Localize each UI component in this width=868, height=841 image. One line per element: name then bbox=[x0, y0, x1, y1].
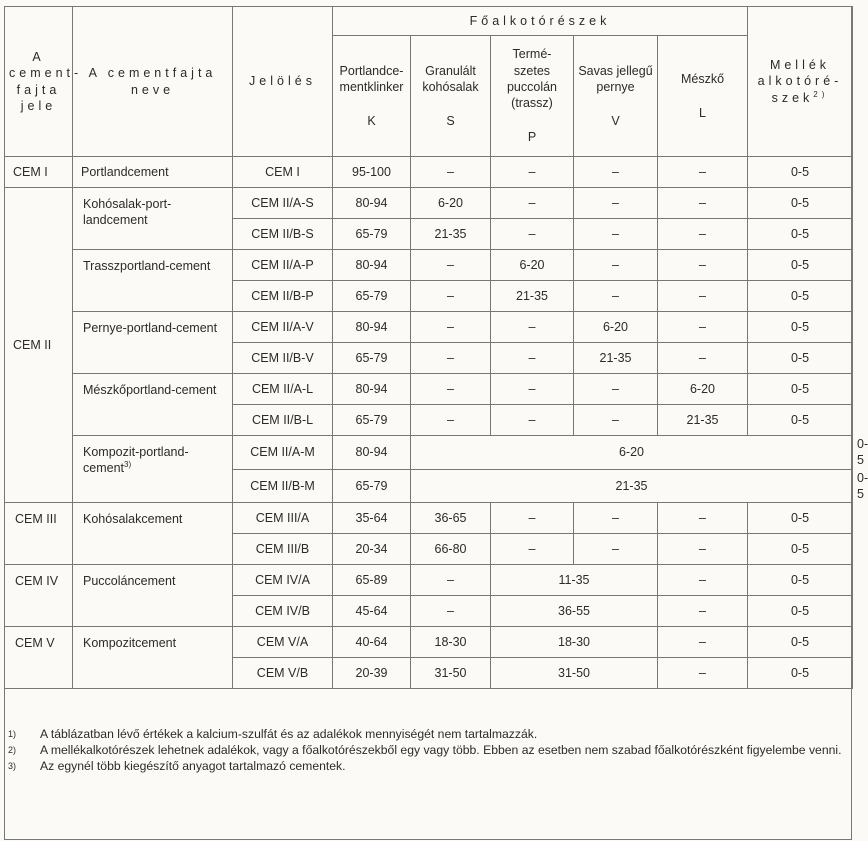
table-row bbox=[5, 157, 853, 188]
cell-l: – bbox=[658, 503, 748, 534]
cell-m: 0-5 bbox=[748, 627, 853, 658]
footnote-2 bbox=[8, 742, 850, 758]
group-cem3: CEM III bbox=[5, 503, 73, 565]
cell-jel: CEM II/A-M bbox=[233, 436, 333, 470]
footnote-1 bbox=[8, 726, 850, 742]
cell-k: 65-79 bbox=[333, 219, 411, 250]
cell-v: – bbox=[574, 534, 658, 565]
header-foalkotoreszek: Főalkotórészek bbox=[333, 7, 748, 36]
cell-m: 0-5 bbox=[748, 405, 853, 436]
cell-p: 6-20 bbox=[491, 250, 574, 281]
cell-p: – bbox=[491, 405, 574, 436]
table-row bbox=[5, 627, 853, 658]
group-cem4: CEM IV bbox=[5, 565, 73, 627]
cell-s: 6-20 bbox=[411, 188, 491, 219]
cell-l: – bbox=[658, 565, 748, 596]
cell-jel: CEM V/B bbox=[233, 658, 333, 689]
cell-span: 6-20 bbox=[411, 436, 853, 470]
cell-jel: CEM IV/B bbox=[233, 596, 333, 627]
cell-k: 65-79 bbox=[333, 469, 411, 503]
cell-l: – bbox=[658, 281, 748, 312]
cell-k: 65-79 bbox=[333, 281, 411, 312]
cell-s: – bbox=[411, 343, 491, 374]
cell-m: 0-5 bbox=[748, 281, 853, 312]
footnote-text: A táblázatban lévő értékek a kalcium-szulfát és az adalékok mennyiségét nem tartalmazzák. bbox=[40, 727, 538, 741]
table-row bbox=[5, 250, 853, 281]
cell-v: – bbox=[574, 250, 658, 281]
cell-k: 95-100 bbox=[333, 157, 411, 188]
footnote-3 bbox=[8, 758, 850, 774]
cell-pv: 11-35 bbox=[491, 565, 658, 596]
cell-m: 0-5 bbox=[748, 658, 853, 689]
cell-jel: CEM II/B-M bbox=[233, 469, 333, 503]
cell-m: 0-5 bbox=[748, 565, 853, 596]
table-row bbox=[5, 565, 853, 596]
cell-v: 21-35 bbox=[574, 343, 658, 374]
cell-m: 0-5 bbox=[748, 343, 853, 374]
cell-m: 0-5 bbox=[748, 534, 853, 565]
cell-l: 21-35 bbox=[658, 405, 748, 436]
cell-pv: 18-30 bbox=[491, 627, 658, 658]
cell-m: 0-5 bbox=[748, 219, 853, 250]
cell-k: 80-94 bbox=[333, 374, 411, 405]
cell-jel: CEM I bbox=[233, 157, 333, 188]
cell-span: 21-35 bbox=[411, 469, 853, 503]
cell-p: – bbox=[491, 157, 574, 188]
cell-v: – bbox=[574, 405, 658, 436]
footnote-text: Az egynél több kiegészítő anyagot tartalmazó cementek. bbox=[40, 759, 346, 773]
cell-p: – bbox=[491, 503, 574, 534]
header-jeloles: Jelölés bbox=[233, 7, 333, 157]
header-cement-neve: A cementfajta neve bbox=[73, 7, 233, 157]
name-trassz: Trasszportland-cement bbox=[73, 250, 233, 312]
cell-m: 0-5 bbox=[748, 250, 853, 281]
cell-v: – bbox=[574, 281, 658, 312]
cell-s: – bbox=[411, 405, 491, 436]
cell-k: 65-79 bbox=[333, 343, 411, 374]
cell-s: – bbox=[411, 596, 491, 627]
cell-pv: 31-50 bbox=[491, 658, 658, 689]
cell-m: 0-5 bbox=[748, 503, 853, 534]
cell-l: – bbox=[658, 312, 748, 343]
name-meszko: Mészkőportland-cement bbox=[73, 374, 233, 436]
name-puccolancement: Puccoláncement bbox=[73, 565, 233, 627]
cell-v: – bbox=[574, 219, 658, 250]
header-p: Termé-szetes puccolán (trassz) P bbox=[491, 36, 574, 157]
group-cem5: CEM V bbox=[5, 627, 73, 689]
cell-jel: CEM II/A-P bbox=[233, 250, 333, 281]
cell-m: 0-5 bbox=[748, 188, 853, 219]
footnote-mark: 1) bbox=[8, 729, 17, 739]
name-kohosalakcement: Kohósalakcement bbox=[73, 503, 233, 565]
cell-l: 6-20 bbox=[658, 374, 748, 405]
cell-k: 20-39 bbox=[333, 658, 411, 689]
table-row bbox=[5, 188, 853, 219]
name-kompozitcement: Kompozitcement bbox=[73, 627, 233, 689]
cell-p: – bbox=[491, 219, 574, 250]
cell-v: – bbox=[574, 157, 658, 188]
cell-m: 0-5 bbox=[748, 312, 853, 343]
cell-v: – bbox=[574, 374, 658, 405]
cell-k: 80-94 bbox=[333, 436, 411, 470]
cell-jel: CEM II/A-S bbox=[233, 188, 333, 219]
cell-p: – bbox=[491, 188, 574, 219]
name-kompozit-port: Kompozit-portland-cement$^{3)}$ bbox=[73, 436, 233, 503]
header-cement-jele: A cement-fajta jele bbox=[5, 7, 73, 157]
cell-jel: CEM II/A-V bbox=[233, 312, 333, 343]
cell-jel: CEM II/A-L bbox=[233, 374, 333, 405]
cell-k: 80-94 bbox=[333, 188, 411, 219]
cell-l: – bbox=[658, 250, 748, 281]
cell-l: – bbox=[658, 219, 748, 250]
cell-p: – bbox=[491, 374, 574, 405]
cell-l: – bbox=[658, 658, 748, 689]
cell-jel: CEM IV/A bbox=[233, 565, 333, 596]
footnote-text: A mellékalkotórészek lehetnek adalékok, vagy a főalkotórészekből egy vagy több. Ebben az esetben nem szabad főalkotórészként figyelembe venni. bbox=[40, 743, 842, 757]
cell-jel: CEM II/B-V bbox=[233, 343, 333, 374]
cell-k: 80-94 bbox=[333, 312, 411, 343]
cell-l: – bbox=[658, 188, 748, 219]
cell-s: – bbox=[411, 565, 491, 596]
cell-l: – bbox=[658, 627, 748, 658]
footnote-mark: 2) bbox=[8, 745, 17, 755]
cell-s: – bbox=[411, 374, 491, 405]
cell-jel: CEM II/B-P bbox=[233, 281, 333, 312]
cell-l: – bbox=[658, 534, 748, 565]
cell-k: 65-79 bbox=[333, 405, 411, 436]
cell-s: – bbox=[411, 281, 491, 312]
cell-p: – bbox=[491, 343, 574, 374]
table-row bbox=[5, 312, 853, 343]
cell-v: – bbox=[574, 503, 658, 534]
table-row bbox=[5, 374, 853, 405]
cell-l: – bbox=[658, 343, 748, 374]
cell-jel: CEM III/B bbox=[233, 534, 333, 565]
cell-s: – bbox=[411, 250, 491, 281]
cell-s: 21-35 bbox=[411, 219, 491, 250]
table-row: Kompozit-portland-cement$^{3)}$ CEM II/A-M 80-94 6-20 0-5 bbox=[5, 436, 853, 470]
cell-s: 36-65 bbox=[411, 503, 491, 534]
name-portlandcement: Portlandcement bbox=[73, 157, 233, 188]
cell-jel: CEM V/A bbox=[233, 627, 333, 658]
footnote-mark: 3) bbox=[8, 761, 17, 771]
cell-s: 18-30 bbox=[411, 627, 491, 658]
header-v: Savas jellegű pernye V bbox=[574, 36, 658, 157]
footnotes bbox=[8, 726, 850, 774]
cell-l: – bbox=[658, 157, 748, 188]
table-row: CEM II/B-M 65-79 21-35 0-5 bbox=[5, 469, 853, 503]
cell-k: 20-34 bbox=[333, 534, 411, 565]
cell-jel: CEM III/A bbox=[233, 503, 333, 534]
cell-k: 40-64 bbox=[333, 627, 411, 658]
cell-p: – bbox=[491, 312, 574, 343]
name-pernye: Pernye-portland-cement bbox=[73, 312, 233, 374]
name-kohosalak-port: Kohósalak-port-landcement bbox=[73, 188, 233, 250]
cell-jel: CEM II/B-L bbox=[233, 405, 333, 436]
cell-p: 21-35 bbox=[491, 281, 574, 312]
cell-k: 80-94 bbox=[333, 250, 411, 281]
cell-k: 35-64 bbox=[333, 503, 411, 534]
header-s: Granulált kohósalak S bbox=[411, 36, 491, 157]
cell-l: – bbox=[658, 596, 748, 627]
header-k: Portlandce-mentklinker K bbox=[333, 36, 411, 157]
cell-m: 0-5 bbox=[748, 157, 853, 188]
table-row bbox=[5, 503, 853, 534]
cell-m: 0-5 bbox=[748, 374, 853, 405]
cell-s: – bbox=[411, 157, 491, 188]
header-l: Mészkő L bbox=[658, 36, 748, 157]
cell-k: 45-64 bbox=[333, 596, 411, 627]
cell-m: 0-5 bbox=[748, 596, 853, 627]
cell-pv: 36-55 bbox=[491, 596, 658, 627]
cell-s: 31-50 bbox=[411, 658, 491, 689]
cell-k: 65-89 bbox=[333, 565, 411, 596]
group-cem1: CEM I bbox=[5, 157, 73, 188]
cement-table bbox=[4, 6, 868, 689]
header-mellek: Mellék alkotóré-szek$^{2)}$ bbox=[748, 7, 853, 157]
cell-v: – bbox=[574, 188, 658, 219]
group-cem2: CEM II bbox=[5, 188, 73, 503]
cell-p: – bbox=[491, 534, 574, 565]
cell-s: – bbox=[411, 312, 491, 343]
cell-s: 66-80 bbox=[411, 534, 491, 565]
cell-jel: CEM II/B-S bbox=[233, 219, 333, 250]
cell-v: 6-20 bbox=[574, 312, 658, 343]
